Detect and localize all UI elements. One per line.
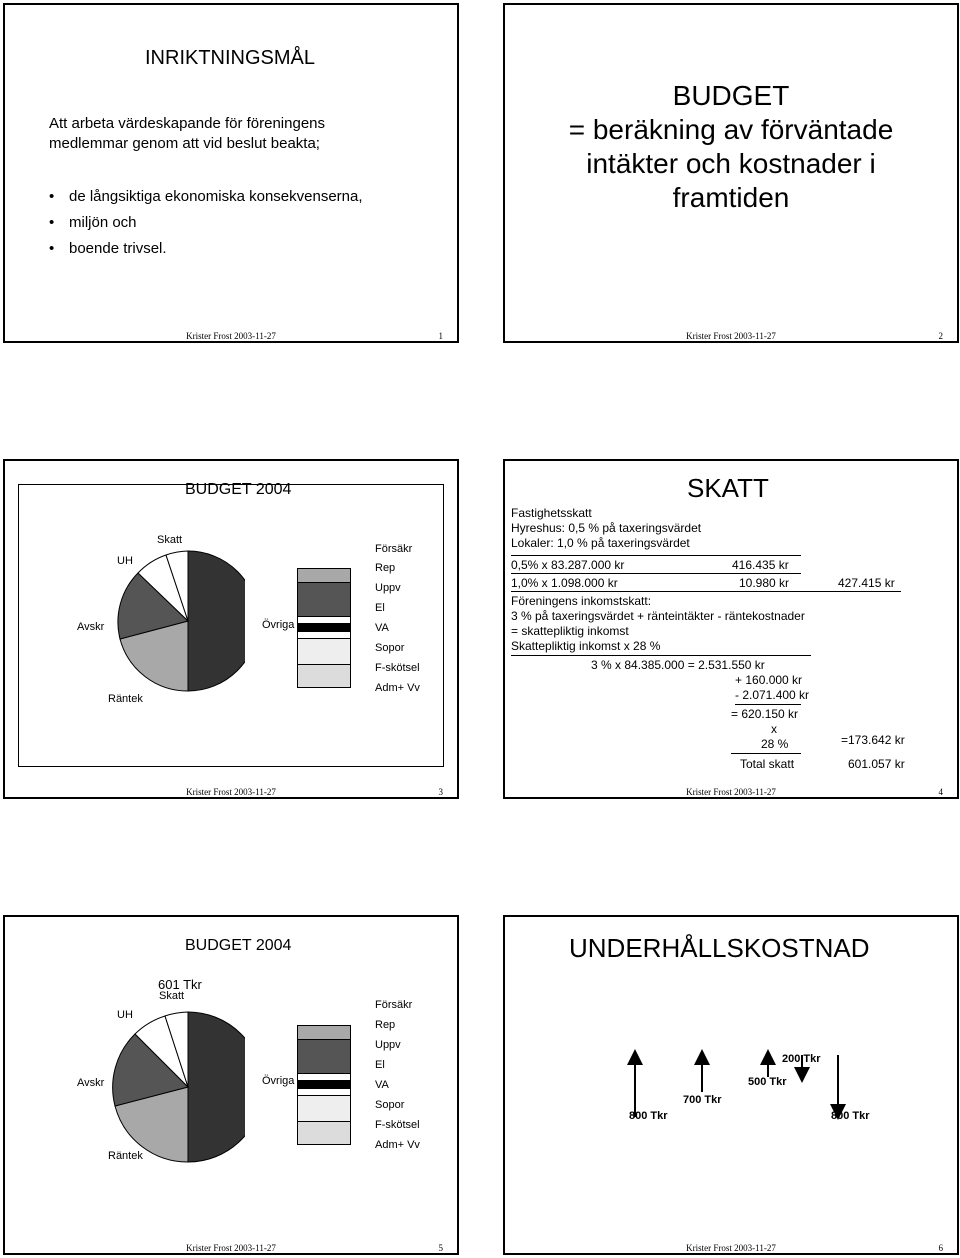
slide-number: 3 <box>438 787 443 797</box>
pie-label-ovriga: Övriga <box>262 619 295 631</box>
stack-segment-el <box>298 623 350 632</box>
stack-segment-sopor <box>298 639 350 665</box>
calc-line3: - 2.071.400 kr <box>735 688 810 702</box>
calc-row1-left: 0,5% x 83.287.000 kr <box>511 558 625 572</box>
slide-2-line1: BUDGET <box>672 80 790 111</box>
timeline-label: 200 Tkr <box>782 1053 821 1065</box>
footer-author: Krister Frost 2003-11-27 <box>686 787 776 797</box>
timeline-label: 500 Tkr <box>748 1076 787 1088</box>
pie-label-rantek: Räntek <box>108 693 143 705</box>
slide-number: 2 <box>938 331 943 341</box>
timeline-label: 800 Tkr <box>629 1110 668 1122</box>
chart-title: BUDGET 2004 <box>185 937 292 954</box>
divider <box>511 591 901 592</box>
calc-line6-result: =173.642 kr <box>841 733 905 747</box>
slide-number: 1 <box>438 331 443 341</box>
stack-segment-va <box>298 632 350 639</box>
legend-label: VA <box>375 1079 389 1091</box>
slide-1-intro-line2: medlemmar genom att vid beslut beakta; <box>49 135 320 152</box>
slide-number: 5 <box>438 1243 443 1253</box>
pie-label-skatt: Skatt <box>159 990 185 1002</box>
slide-2-line2: = beräkning av förväntade <box>568 114 894 145</box>
slide-6 <box>503 915 959 1255</box>
divider <box>511 573 801 574</box>
calc-row2-left: 1,0% x 1.098.000 kr <box>511 576 618 590</box>
calc-row2-total: 427.415 kr <box>838 576 895 590</box>
inkomstskatt-line2: = skattepliktig inkomst <box>511 624 629 638</box>
skatt-amount-label: 601 Tkr <box>158 977 202 992</box>
divider <box>511 655 811 656</box>
fastighetsskatt-heading: Fastighetsskatt <box>511 506 592 520</box>
slide-1 <box>3 3 459 343</box>
chart-title: BUDGET 2004 <box>185 481 292 498</box>
hyreshus-line: Hyreshus: 0,5 % på taxeringsvärdet <box>511 521 702 535</box>
slide-1-bullet-list <box>45 188 363 266</box>
legend-label: Rep <box>375 1019 396 1031</box>
pie-label-ovriga: Övriga <box>262 1075 295 1087</box>
pie-label-uh: UH <box>117 555 133 567</box>
slide-3 <box>3 459 459 799</box>
footer-author: Krister Frost 2003-11-27 <box>686 331 776 341</box>
timeline-label: 800 Tkr <box>831 1110 870 1122</box>
divider <box>511 555 801 556</box>
inkomstskatt-line3: Skattepliktig inkomst x 28 % <box>511 639 661 653</box>
maintenance-timeline <box>505 917 960 1257</box>
legend-label: F-skötsel <box>375 1119 420 1131</box>
pie-slice-ovriga <box>188 551 245 691</box>
slide-2-heading <box>505 79 957 215</box>
budget-pie-chart <box>5 461 245 701</box>
budget-pie-chart <box>5 917 245 1177</box>
footer-author: Krister Frost 2003-11-27 <box>186 1243 276 1253</box>
stack-segment-forsakr <box>298 1026 350 1040</box>
slide-2-line3: intäkter och kostnader i <box>586 148 876 179</box>
pie-label-rantek: Räntek <box>108 1150 143 1162</box>
stack-segment-forsakr <box>298 569 350 583</box>
slide-6-title: UNDERHÅLLSKOSTNAD <box>569 933 870 963</box>
footer-author: Krister Frost 2003-11-27 <box>686 1243 776 1253</box>
slide-number: 6 <box>938 1243 943 1253</box>
pie-label-avskr: Avskr <box>77 1077 105 1089</box>
footer-author: Krister Frost 2003-11-27 <box>186 331 276 341</box>
calc-row2-right: 10.980 kr <box>739 576 790 590</box>
legend-label: Uppv <box>375 1039 401 1051</box>
stack-segment-rep <box>298 583 350 617</box>
pie-slice-ovriga <box>188 1012 245 1162</box>
slide-4 <box>503 459 959 799</box>
legend-label: Uppv <box>375 582 401 594</box>
calc-row1-right: 416.435 kr <box>732 558 789 572</box>
slide-1-intro-line1: Att arbeta värdeskapande för föreningens <box>49 115 326 132</box>
slide-1-title: INRIKTNINGSMÅL <box>145 47 316 69</box>
calc-line5: x <box>771 722 777 736</box>
pie-label-skatt: Skatt <box>157 534 183 546</box>
slide-5 <box>3 915 459 1255</box>
legend-label: Adm+ Vv <box>375 1139 420 1151</box>
legend-label: Sopor <box>375 642 405 654</box>
stack-segment-fskotsel <box>298 1122 350 1144</box>
legend-label: Försäkr <box>375 999 413 1011</box>
slide-2 <box>503 3 959 343</box>
total-skatt-value: 601.057 kr <box>848 757 905 771</box>
slide-4-title: SKATT <box>687 473 769 503</box>
stacked-bar <box>297 1025 351 1145</box>
calc-line1: 3 % x 84.385.000 = 2.531.550 kr <box>591 658 765 672</box>
stack-segment-rep <box>298 1040 350 1074</box>
legend-label: Adm+ Vv <box>375 682 420 694</box>
stack-segment-sopor <box>298 1096 350 1122</box>
legend-label: Sopor <box>375 1099 405 1111</box>
calc-line4: = 620.150 kr <box>731 707 799 721</box>
stack-segment-va <box>298 1089 350 1096</box>
slide-number: 4 <box>938 787 943 797</box>
pie-label-avskr: Avskr <box>77 621 105 633</box>
legend-label: VA <box>375 622 389 634</box>
legend-label: F-skötsel <box>375 662 420 674</box>
bullet-item: • de långsiktiga ekonomiska konsekvenserna, <box>45 188 363 205</box>
legend-label: Försäkr <box>375 543 413 555</box>
legend-label: El <box>375 1059 385 1071</box>
inkomstskatt-line1: 3 % på taxeringsvärdet + ränteintäkter - räntekostnader <box>511 609 805 623</box>
slide-2-line4: framtiden <box>672 182 790 213</box>
stacked-bar <box>297 568 351 688</box>
pie-label-uh: UH <box>117 1009 133 1021</box>
calc-line6: 28 % <box>761 737 789 751</box>
timeline-label: 700 Tkr <box>683 1094 722 1106</box>
bullet-item: • miljön och <box>45 214 363 231</box>
divider <box>735 704 801 705</box>
footer-author: Krister Frost 2003-11-27 <box>186 787 276 797</box>
legend-label: Rep <box>375 562 396 574</box>
calc-line2: + 160.000 kr <box>735 673 803 687</box>
legend-label: El <box>375 602 385 614</box>
bullet-item: • boende trivsel. <box>45 240 363 257</box>
stack-segment-el <box>298 1080 350 1089</box>
divider <box>731 753 801 754</box>
inkomstskatt-heading: Föreningens inkomstskatt: <box>511 594 652 608</box>
lokaler-line: Lokaler: 1,0 % på taxeringsvärdet <box>511 536 690 550</box>
total-skatt-label: Total skatt <box>740 757 795 771</box>
stack-segment-fskotsel <box>298 665 350 687</box>
